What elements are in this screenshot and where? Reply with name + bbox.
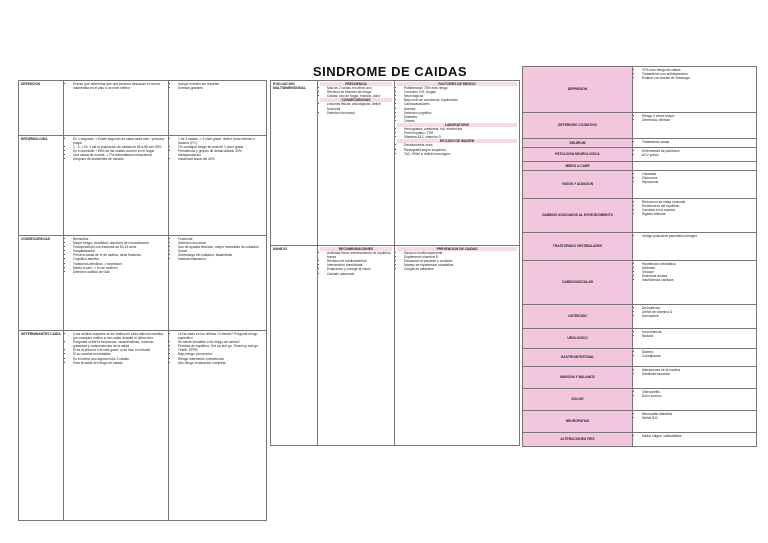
left-item: • Trastornos afectivos -> depresion	[73, 262, 166, 266]
left-item: • Se siente inestable o de riesgo de caerse?	[178, 340, 264, 344]
imagen-item: • Radiografia segun sospecha	[404, 148, 517, 152]
left-col1	[64, 236, 169, 331]
right-row	[523, 148, 757, 162]
left-item: • Le ha caido en los ultimos 12 meses? Pregunte riesgo especifico	[178, 332, 264, 340]
left-row	[19, 81, 267, 136]
factores-item: • Consumo OH, drogas	[404, 90, 517, 94]
factores-item: • Anemia	[404, 107, 517, 111]
left-item: • Sobrecarga del cuidador, aislamiento	[178, 253, 264, 257]
ejercicio-header: PREVENCION DE CAIDAS	[397, 247, 517, 251]
right-row-content	[633, 261, 757, 305]
imagen-item: • Densitometria osea	[404, 143, 517, 147]
left-row	[19, 236, 267, 331]
left-item: • Bajo riesgo: prevencion	[178, 352, 264, 356]
right-row-content	[633, 171, 757, 199]
right-row-label: MIEDO A CAER	[523, 162, 633, 171]
right-row-label: PATOLOGIA NEUROLOGICA	[523, 148, 633, 162]
frecuencia-item: • Mas de 2 caidas en ultimo ano	[327, 86, 392, 90]
right-item: • Osteoartritis	[642, 390, 754, 394]
left-item: • Alto riesgo: evaluacion completa	[178, 361, 264, 365]
right-row	[523, 67, 757, 113]
right-item: • Nicturia	[642, 334, 754, 338]
imagen-item: • TAC, RNM si deficit neurologico	[404, 152, 517, 156]
right-row	[523, 261, 757, 305]
right-item: • Arritmias	[642, 266, 754, 270]
frecuencia-header: FRECUENCIA	[320, 82, 392, 86]
ejercicio-item: • Cirugia de cataratas	[404, 267, 517, 271]
right-item: • Hipotension ortostatica	[642, 262, 754, 266]
left-col1	[64, 81, 169, 136]
left-item: • Preguntar sobre la frecuencia, caracteristicas, contexto, gravedad y consecuencias de la caida	[73, 340, 166, 348]
right-row-content	[633, 411, 757, 433]
left-item: • Miedo a caer -> no se mueven	[73, 266, 166, 270]
left-item: • Despues de accidentes de transito	[73, 157, 166, 161]
right-row	[523, 139, 757, 148]
right-item: • Dolor cronico	[642, 394, 754, 398]
ejercicio-item: • Educacion al paciente y cuidador	[404, 259, 517, 263]
right-item: • Diarrea	[642, 350, 754, 354]
laboratorio-item: • Vitamina B12, vitamina D	[404, 135, 517, 139]
left-col1	[64, 136, 169, 236]
right-row-label: CAMBIOS ASOCIADOS AL ENVEJECIMIENTO	[523, 199, 633, 233]
left-item: • Funcional	[178, 237, 264, 241]
left-item: • Cognitivo afectivo	[73, 257, 166, 261]
right-row-label: VISION Y AUDICION	[523, 171, 633, 199]
left-item: • Deterioro funcional	[178, 241, 264, 245]
right-item: • Riesgo 2 veces mayor	[642, 114, 754, 118]
factores-item: • Diabetes	[404, 115, 517, 119]
left-col2	[169, 236, 267, 331]
recom-item: • Revision de medicamentos	[327, 259, 392, 263]
right-item: • Cataratas	[642, 172, 754, 176]
right-row-label: DEPRESION	[523, 67, 633, 113]
right-row-label: CARDIOVASCULAR	[523, 261, 633, 305]
right-row-label: MARCHA Y BALANCE	[523, 367, 633, 389]
consecuencias-list	[320, 102, 392, 114]
ejercicio-item: • Ejercicio multicomponente	[404, 251, 517, 255]
right-row-content	[633, 329, 757, 349]
page-title: SINDROME DE CAIDAS	[312, 64, 468, 79]
right-item: • Desnutricion	[642, 306, 754, 310]
left-col2	[169, 81, 267, 136]
ejercicio-item: • Manejo de hipotension ortostatica	[404, 263, 517, 267]
factores-item: • Cardiovasculares	[404, 102, 517, 106]
right-item: • Cambios en la marcha	[642, 208, 754, 212]
right-item: • Evaluar con escala de Yesavage	[642, 76, 754, 80]
right-row-label: NUTRICION	[523, 305, 633, 329]
left-item: • 1% consigue riesgo en mas de 1 poco grado	[178, 145, 264, 149]
right-row-label: DELIRIUM	[523, 139, 633, 148]
ejercicio-list	[397, 251, 517, 271]
recom-header: RECOMENDACIONES	[320, 247, 392, 251]
right-item: • Sarcopenia	[642, 314, 754, 318]
recom-item: • Intervencion domiciliaria	[327, 263, 392, 267]
right-item: • Rigidez articular	[642, 212, 754, 216]
right-item: • Tratamiento con antidepresivos	[642, 72, 754, 76]
left-item: • Para la salud del riesgo de caidas	[73, 361, 166, 365]
right-item: • Demencia, delirium	[642, 118, 754, 122]
laboratorio-item: • Hemograma, creatinina, hdl, electrolitos	[404, 127, 517, 131]
factores-header: FACTORES DE RIESGO	[397, 82, 517, 86]
right-item: • Hipoacusia	[642, 180, 754, 184]
right-row-content	[633, 367, 757, 389]
right-row-content	[633, 233, 757, 261]
left-item: • En el ultimo ano alguna hubo 3 caidas	[73, 357, 166, 361]
right-row-label: ALTERACIONES PIES	[523, 433, 633, 447]
recom-item: • Evaluacion y corregir la vision	[327, 267, 392, 271]
right-item: • Glaucoma	[642, 176, 754, 180]
laboratorio-list	[397, 127, 517, 139]
left-item: • En el domicilio + 85% de las caidas ocurren en el hogar	[73, 149, 166, 153]
left-item: • Primera causa de fx de cadera, otras fracturas	[73, 253, 166, 257]
left-col2	[169, 136, 267, 236]
right-item: • Estenosis aortica	[642, 274, 754, 278]
left-row	[19, 331, 267, 521]
right-item: • Tratamiento causa	[642, 140, 754, 144]
left-item: • Si su marcha es inestable	[73, 352, 166, 356]
right-row	[523, 329, 757, 349]
right-item: • Deficit B12	[642, 416, 754, 420]
right-item: • Disminucion del equilibrio	[642, 204, 754, 208]
left-item: • En 1 segundo: 1 Existe segundo de caida cada mes * persona mayor	[73, 137, 166, 145]
frecuencia-item: • Revision de factores de riesgo	[327, 90, 392, 94]
consecuencias-item: • Deterioro funcional	[327, 111, 392, 115]
left-item: • Prevalencia y grupos de desarrollando 30% intraoperatorios	[178, 149, 264, 157]
right-row-label: UROLOGICO	[523, 329, 633, 349]
right-row-content	[633, 349, 757, 367]
right-item: • Vertigo posicional paroxistico benigno	[642, 234, 754, 238]
right-row	[523, 162, 757, 171]
right-row-content	[633, 162, 757, 171]
right-row-label: NEUROPATIAS	[523, 411, 633, 433]
left-item: • Incluye eventos sin reportes	[178, 82, 264, 86]
right-row	[523, 233, 757, 261]
imagen-header: ESTUDIO DE IMAGEN	[397, 139, 517, 143]
recom-list	[320, 251, 392, 276]
right-row-content	[633, 389, 757, 411]
recom-item: • Actividad fisica: entrenamiento de equilibrio, fuerza	[327, 251, 392, 259]
right-item: • Insuficiencia cardiaca	[642, 278, 754, 282]
left-col2	[169, 331, 267, 521]
left-item: • Institucionalizacion	[178, 257, 264, 261]
left-item: • Eventos grandes	[178, 86, 264, 90]
right-item: • ACV previo	[642, 153, 754, 157]
right-item: • Alteraciones de la marcha	[642, 368, 754, 372]
right-row	[523, 349, 757, 367]
right-row-content	[633, 199, 757, 233]
laboratorio-header: LABORATORIO	[397, 123, 517, 127]
right-item: • Debilidad muscular	[642, 372, 754, 376]
right-table	[522, 66, 757, 447]
right-item: • Incontinencia	[642, 330, 754, 334]
left-item: • Biomedica	[73, 237, 166, 241]
consecuencias-header: CONSECUENCIAS	[320, 98, 392, 102]
right-row-label: TRASTORNOS VESTIBULARES	[523, 233, 633, 261]
right-row	[523, 411, 757, 433]
right-row	[523, 367, 757, 389]
right-row	[523, 389, 757, 411]
left-item: • Mayor riesgo: movilidad, deprision de inmovilizacion	[73, 241, 166, 245]
left-row-label: EPIDEMIOLOGIA	[19, 136, 64, 236]
recom-item: • Calzado adecuado	[327, 272, 392, 276]
left-item: • Uso de ayudas tecnicas, mayor necesidad de cuidados	[178, 245, 264, 249]
right-row-content	[633, 148, 757, 162]
frecuencia-item: • Caidas: uso de hogar, marcha, dolor	[327, 94, 392, 98]
left-item: • A los adultos mayores se les realiza en cada atencion medica por cualquier motivo si han caido durante el ultimo ano	[73, 332, 166, 340]
right-row-content	[633, 67, 757, 113]
right-row	[523, 305, 757, 329]
right-item: • 37% mas riesgo de caidas	[642, 68, 754, 72]
right-item: • Constipacion	[642, 354, 754, 358]
left-col1	[64, 331, 169, 521]
factores-item: • Polifarmacia: 75% mas riesgo	[404, 86, 517, 90]
factores-item: • Ortesis	[404, 119, 517, 123]
left-row-label: DEFINICION	[19, 81, 64, 136]
right-row	[523, 171, 757, 199]
right-item: • Hallux valgus, callosidades	[642, 434, 754, 438]
left-item: • Riesgo intermedio: intervencion	[178, 357, 264, 361]
right-row-content	[633, 113, 757, 139]
right-row-label: GASTROINTESTINAL	[523, 349, 633, 367]
imagen-list	[397, 143, 517, 155]
right-row-content	[633, 305, 757, 329]
left-item: • Pruebas de equilibrio: Get up and go, Timed up and go	[178, 344, 264, 348]
right-item: • Enfermedad de parkinson	[642, 149, 754, 153]
right-row	[523, 433, 757, 447]
right-item: • Sincope	[642, 270, 754, 274]
factores-item: • Deterioro cognitivo	[404, 111, 517, 115]
right-row	[523, 113, 757, 139]
frecuencia-list	[320, 86, 392, 98]
left-item: • Deterioro calidad de vida	[73, 270, 166, 274]
right-item: • Deficit de vitamina D	[642, 310, 754, 314]
left-row-label: DETERMINANTES CAIDA	[19, 331, 64, 521]
left-item: • Social	[178, 249, 264, 253]
middle-table	[270, 80, 520, 446]
right-row-content	[633, 139, 757, 148]
ejercicio-item: • Suplemento vitamina D	[404, 255, 517, 259]
right-row	[523, 199, 757, 233]
left-item: • 1 : 3 -> En 1 ida la proporcion de caidas en 65 a 85 con 50%	[73, 145, 166, 149]
right-row-content	[633, 433, 757, 447]
right-item: • Neuropatia diabetica	[642, 412, 754, 416]
factores-list	[397, 86, 517, 123]
left-item: • Tinetti, SPPB	[178, 348, 264, 352]
consecuencias-item: • Lesiones fisicas: psicologicas, deficit funcional	[327, 102, 392, 110]
left-table	[18, 80, 267, 521]
left-item: • Incidencia anual del 40%	[178, 157, 264, 161]
left-item: • 1 de 3 caidas -> 3 nivel grave: deficit, dolor intenso o fractura (FC)	[178, 137, 264, 145]
left-item: • Una causa de muerte -> Por traumatismo intracraneal	[73, 153, 166, 157]
manejo-label: MANEJO	[271, 246, 318, 446]
left-item: • Hospitalizacion	[73, 249, 166, 253]
left-item: • Postoperatorio con fracturas de 50-15 anos	[73, 245, 166, 249]
factores-item: • Neurologicos	[404, 94, 517, 98]
evaluacion-label: EVALUACION MULTIDIMENSIONAL	[271, 81, 318, 246]
right-row-label: DOLOR	[523, 389, 633, 411]
left-item: • Si es la primera o la mas grave, si se hizo un estudio	[73, 348, 166, 352]
left-item: • Evento que determina que una persona descanse en forma inadvertida en el piso o un nivel inferior	[73, 82, 166, 90]
factores-item: • Bajo nivel de conciencia, hipotension	[404, 98, 517, 102]
left-row	[19, 136, 267, 236]
laboratorio-item: • Perfil hepatico, TSH	[404, 131, 517, 135]
left-row-label: CONSECUENCIAS	[19, 236, 64, 331]
right-item: • Reduccion de masa muscular	[642, 200, 754, 204]
right-row-label: DETERIORO COGNITIVO	[523, 113, 633, 139]
